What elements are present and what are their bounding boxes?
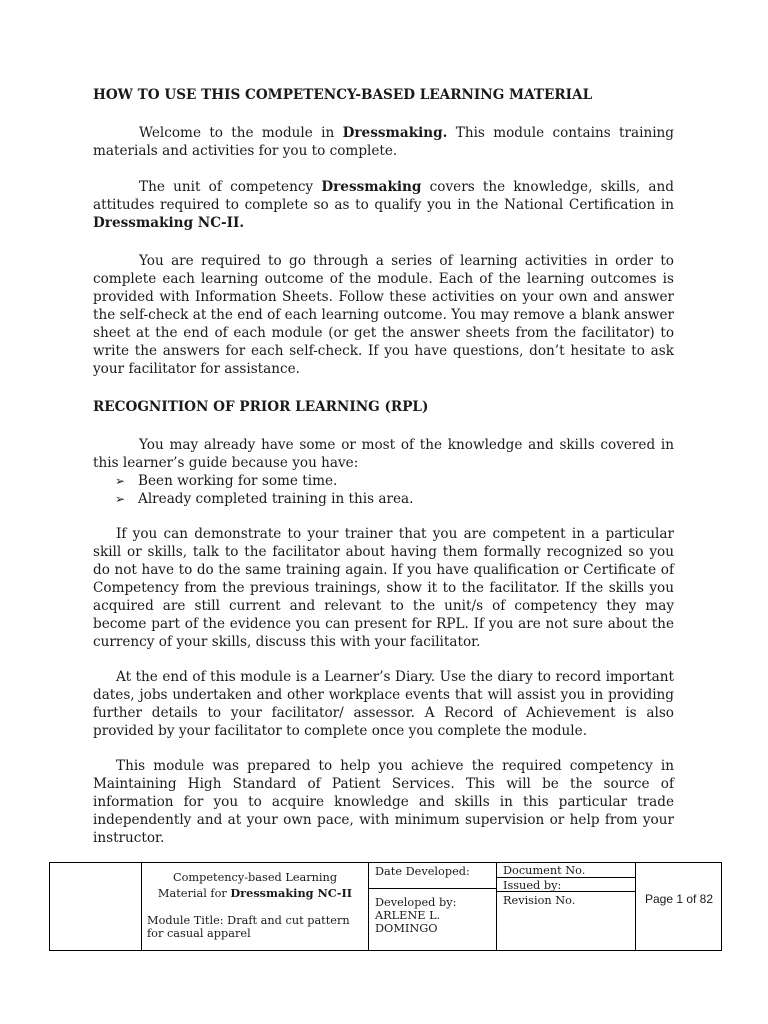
paragraph-prior-knowledge: You may already have some or most of the knowledge and skills covered in this learner’s guide because you have: <box>93 437 674 471</box>
paragraph-learning-activities: You are required to go through a series of learning activities in order to complete each learning outcome of the module. Each of the learning outcomes is provided with Information Sheets. Follow these activities on your own and answer the self-check at the end of each learning outcome. You may remove a blank answer sheet at the end of each module (or get the answer sheets from the facilitator) to write the answers for each self-check. If you have questions, don’t hesitate to ask your facilitator for assistance. <box>93 253 674 377</box>
footer-divider <box>496 877 635 878</box>
paragraph-welcome <box>93 124 674 160</box>
prior-learning-list <box>93 472 674 508</box>
document-footer-table <box>49 862 722 951</box>
paragraph-learners-diary: At the end of this module is a Learner’s Diary. Use the diary to record important dates, jobs undertaken and other workplace events that will assist you in providing further details to your facilitator/ assessor. A Record of Achievement is also provided by your facilitator to complete once you complete the module. <box>93 669 674 739</box>
footer-date-developed: Date Developed: <box>375 865 470 878</box>
footer-developed-by-label: Developed by: <box>375 896 457 909</box>
list-item-text: Been working for some time. <box>138 473 338 489</box>
module-name-bold: Dressmaking. <box>342 125 448 141</box>
footer-page-number: Page 1 of 82 <box>644 892 714 906</box>
footer-revision-no: Revision No. <box>503 894 576 907</box>
paragraph-demonstrate-competence: If you can demonstrate to your trainer that you are competent in a particular skill or skills, talk to the facilitator about having them formally recognized so you do not have to do the same training again. If you have qualification or Certificate of Competency from the previous trainings, show it to the facilitator. If the skills you acquired are still current and relevant to the unit/s of competency they may become part of the evidence you can present for RPL. If you are not sure about the currency of your skills, discuss this with your facilitator. <box>93 526 674 650</box>
footer-developed-by <box>375 896 493 935</box>
footer-logo-cell <box>50 863 141 950</box>
paragraph-module-purpose: This module was prepared to help you achieve the required competency in Maintaining High Standard of Patient Services. This will be the source of information for you to acquire knowledge and skills in this particular trade independently and at your own pace, with minimum supervision or help from your instructor. <box>93 758 674 846</box>
footer-material-line2 <box>142 887 368 900</box>
footer-material-title <box>142 871 368 900</box>
list-item-text: Already completed training in this area. <box>138 491 414 507</box>
paragraph-unit-text-mid: covers the knowledge, skills, and attitudes required to complete so as to qualify you in the National Certification in <box>93 179 674 213</box>
document-body <box>93 86 674 847</box>
certification-name-bold: Dressmaking NC-II. <box>93 215 245 231</box>
paragraph-unit-text: The unit of competency <box>139 179 322 195</box>
footer-divider <box>368 888 496 889</box>
paragraph-unit-of-competency <box>93 178 674 232</box>
footer-material-line1: Competency-based Learning <box>172 871 338 884</box>
footer-developer-name: ARLENE L. <box>375 909 441 922</box>
footer-module-title: Module Title: Draft and cut pattern for casual apparel <box>147 914 350 940</box>
paragraph-welcome-text-end: This module contains training materials and activities for you to complete. <box>93 125 675 159</box>
footer-issued-by: Issued by: <box>503 879 562 892</box>
footer-divider <box>635 863 636 950</box>
footer-document-no: Document No. <box>503 864 586 877</box>
footer-material-line2-text: Material for <box>157 887 231 900</box>
section-heading-how-to-use: HOW TO USE THIS COMPETENCY-BASED LEARNING MATERIAL <box>93 87 593 103</box>
arrow-bullet-icon: ➢ <box>115 492 126 506</box>
paragraph-welcome-text: Welcome to the module in <box>139 125 343 141</box>
list-item <box>115 490 674 508</box>
footer-developer-name: DOMINGO <box>375 922 438 935</box>
unit-name-bold: Dressmaking <box>321 179 422 195</box>
section-heading-rpl: RECOGNITION OF PRIOR LEARNING (RPL) <box>93 399 429 415</box>
arrow-bullet-icon: ➢ <box>115 474 126 488</box>
list-item <box>115 472 674 490</box>
footer-qualification-bold: Dressmaking NC-II <box>230 886 353 900</box>
footer-divider <box>368 863 369 950</box>
